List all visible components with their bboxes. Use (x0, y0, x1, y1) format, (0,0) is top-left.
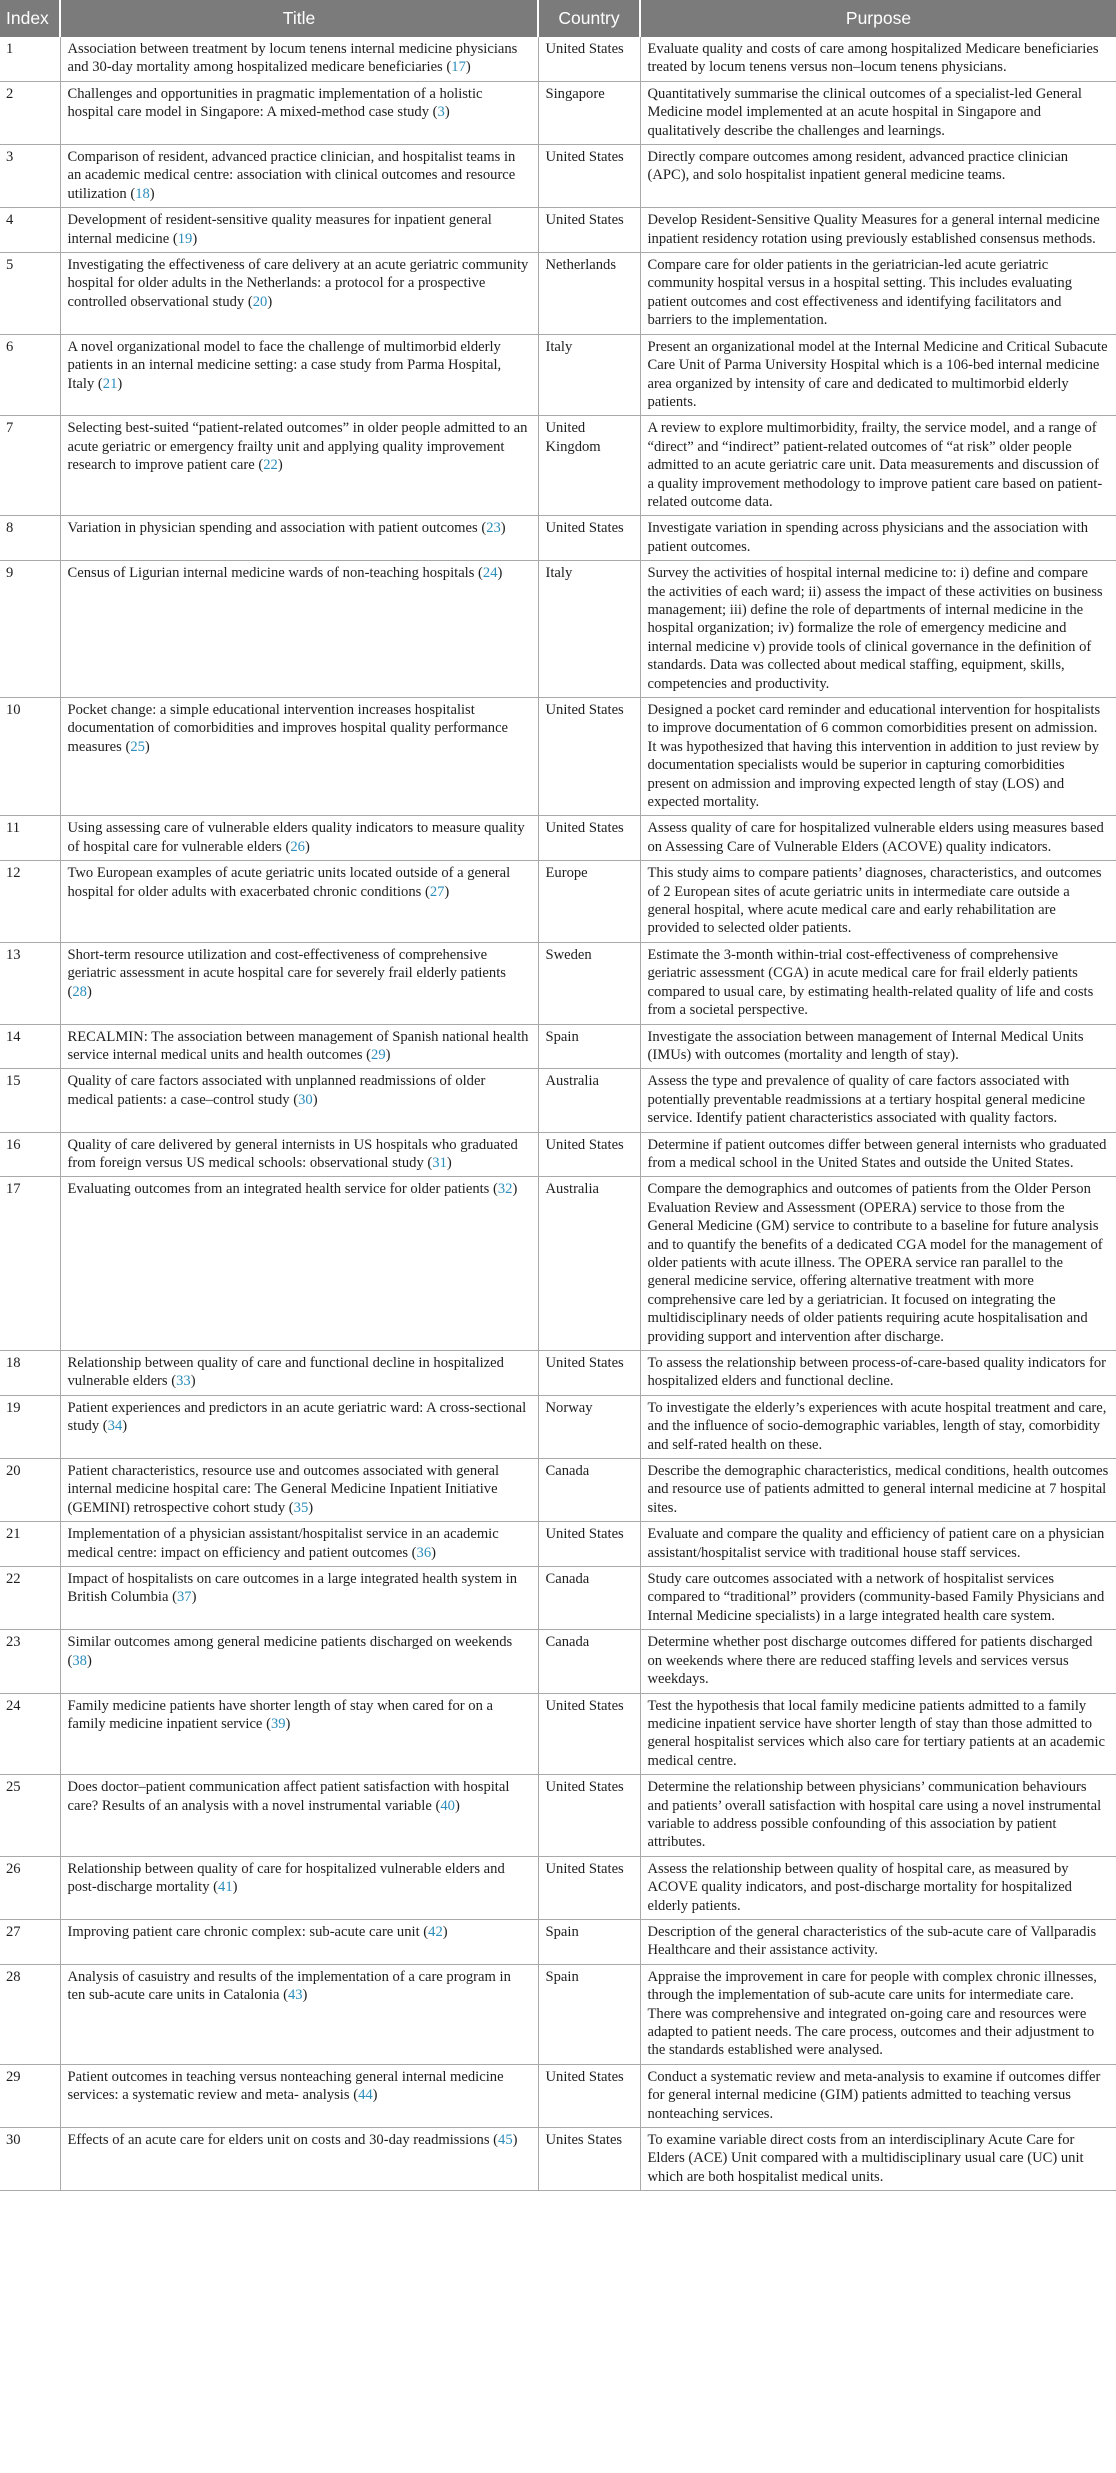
cell-index: 21 (0, 1522, 60, 1567)
table-row (0, 1024, 1116, 1069)
header-index: Index (0, 0, 60, 37)
citation-link[interactable]: 24 (482, 565, 498, 582)
table-body (0, 37, 1116, 2191)
cell-index: 24 (0, 1693, 60, 1775)
table-row (0, 1177, 1116, 1351)
table-row (0, 145, 1116, 208)
cell-purpose: Directly compare outcomes among resident, advanced practice clinician (APC), and solo hospitalist inpatient general medicine teams. (640, 145, 1116, 208)
title-text: Impact of hospitalists on care outcomes in a large integrated health system in British Columbia (67, 1571, 518, 1606)
cell-purpose: Evaluate quality and costs of care among hospitalized Medicare beneficiaries treated by locum tenens versus non–locum tenens physicians. (640, 37, 1116, 81)
table-row (0, 37, 1116, 81)
title-text: Selecting best-suited “patient-related outcomes” in older people admitted to an acute geriatric or emergency frailty unit and applying quality improvement research to improve patient care (67, 420, 528, 474)
table-row (0, 1856, 1116, 1919)
cell-purpose: Compare the demographics and outcomes of patients from the Older Person Evaluation Review and Assessment (OPERA) service to those from the General Medicine (GM) service to contribute to a baseline for future analysis and to quantify the benefits of a dedicated CGA model for the management of older patients with acute illness. The OPERA service ran parallel to the general medicine service, offering alternative treatment with more comprehensive care led by a geriatrician. It focused on integrating the multidisciplinary needs of older patients requiring acute hospitalisation and providing support and intervention after discharge. (640, 1177, 1116, 1351)
cell-purpose: Determine the relationship between physicians’ communication behaviours and patients’ overall satisfaction with hospital care using a novel instrumental variable to address possible confounding of this association by patient attributes. (640, 1775, 1116, 1857)
title-text: Association between treatment by locum tenens internal medicine physicians and 30-day mortality among hospitalized medicare beneficiaries (67, 41, 518, 76)
title-text: Does doctor–patient communication affect patient satisfaction with hospital care? Results of an analysis with a novel instrumental variable (67, 1779, 510, 1814)
cell-country: Canada (538, 1459, 640, 1522)
title-text: Investigating the effectiveness of care delivery at an acute geriatric community hospital for older adults in the Netherlands: a protocol for a prospective controlled observational study (67, 257, 529, 310)
citation-link[interactable]: 36 (416, 1544, 432, 1561)
cell-index: 16 (0, 1132, 60, 1177)
citation-link[interactable]: 19 (177, 230, 193, 247)
table-row (0, 1132, 1116, 1177)
cell-purpose: Present an organizational model at the Internal Medicine and Critical Subacute Care Unit of Parma University Hospital which is a 106-bed internal medicine area organized by intensity of care and dedicated to multimorbid elderly patients. (640, 334, 1116, 416)
cell-index: 17 (0, 1177, 60, 1351)
cell-country: United States (538, 37, 640, 81)
title-text: Using assessing care of vulnerable elders quality indicators to measure quality of hospital care for vulnerable elders (67, 820, 525, 855)
title-text: Variation in physician spending and association with patient outcomes (67, 520, 478, 537)
citation-link[interactable]: 41 (218, 1879, 233, 1896)
cell-title: Comparison of resident, advanced practice clinician, and hospitalist teams in an academic medical centre: association with clinical outcomes and resource utilization (18) (60, 145, 538, 208)
citation-link[interactable]: 44 (358, 2087, 373, 2104)
cell-index: 1 (0, 37, 60, 81)
title-text: Relationship between quality of care for hospitalized vulnerable elders and post-discharge mortality (67, 1860, 505, 1896)
title-text: Patient characteristics, resource use and outcomes associated with general internal medicine hospital care: The General Medicine Inpatient Initiative (GEMINI) retrospective cohort study (67, 1463, 500, 1516)
table-row (0, 1693, 1116, 1775)
cell-index: 4 (0, 208, 60, 253)
cell-title: Patient outcomes in teaching versus nonteaching general internal medicine services: a systematic review and meta- analysis (44) (60, 2064, 538, 2127)
title-text: Implementation of a physician assistant/hospitalist service in an academic medical centre: impact on efficiency and patient outcomes (67, 1526, 499, 1561)
cell-purpose: Survey the activities of hospital internal medicine to: i) define and compare the activities of each ward; ii) assess the impact of these activities on business management; iii) define the role of departments of internal medicine in the hospital organization; iv) formalize the role of emergency medicine and internal medicine v) provide tools of clinical governance in the definition of standards. Data was collected about medical staffing, equipment, skills, competencies and productivity. (640, 561, 1116, 698)
cell-purpose: To examine variable direct costs from an interdisciplinary Acute Care for Elders (ACE) Unit compared with a multidisciplinary usual care (UC) unit which are both hospitalist medical units. (640, 2128, 1116, 2191)
cell-country: Canada (538, 1567, 640, 1630)
cell-country: Australia (538, 1177, 640, 1351)
citation-link[interactable]: 42 (428, 1923, 443, 1940)
cell-index: 10 (0, 698, 60, 816)
title-text: Evaluating outcomes from an integrated health service for older patients (67, 1181, 490, 1198)
cell-country: United States (538, 1132, 640, 1177)
cell-country: United States (538, 1856, 640, 1919)
title-text: Patient experiences and predictors in an acute geriatric ward: A cross-sectional study (67, 1399, 527, 1435)
cell-index: 22 (0, 1567, 60, 1630)
cell-title: Short-term resource utilization and cost-effectiveness of comprehensive geriatric assessment in acute hospital care for severely frail elderly patients (28) (60, 942, 538, 1024)
cell-country: Canada (538, 1630, 640, 1693)
title-text: Quality of care factors associated with unplanned readmissions of older medical patients: a case–control study (67, 1073, 486, 1108)
cell-country: Singapore (538, 81, 640, 144)
table-row (0, 1395, 1116, 1458)
cell-title: Patient experiences and predictors in an acute geriatric ward: A cross-sectional study (34) (60, 1395, 538, 1458)
table-row (0, 2064, 1116, 2127)
table-row (0, 1567, 1116, 1630)
cell-purpose: Appraise the improvement in care for people with complex chronic illnesses, through the implementation of sub-acute care units for intermediate care. There was comprehensive and integrated on-going care and resources were adapted to patient needs. The care process, outcomes and their adjustment to the standards established were analysed. (640, 1964, 1116, 2064)
title-text: Family medicine patients have shorter length of stay when cared for on a family medicine inpatient service (67, 1697, 494, 1732)
cell-purpose: Describe the demographic characteristics, medical conditions, health outcomes and resource use of patients admitted to general internal medicine at 7 hospital sites. (640, 1459, 1116, 1522)
cell-country: Spain (538, 1024, 640, 1069)
citation-link[interactable]: 26 (290, 838, 305, 855)
cell-title: Relationship between quality of care for hospitalized vulnerable elders and post-discharge mortality (41) (60, 1856, 538, 1919)
cell-title: Evaluating outcomes from an integrated health service for older patients (32) (60, 1177, 538, 1351)
cell-country: United States (538, 145, 640, 208)
table-row (0, 516, 1116, 561)
cell-country: Spain (538, 1964, 640, 2064)
cell-purpose: Study care outcomes associated with a network of hospitalist services compared to “traditional” providers (community-based Family Physicians and Internal Medicine specialists) in a large integrated health care system. (640, 1567, 1116, 1630)
cell-index: 29 (0, 2064, 60, 2127)
cell-purpose: Designed a pocket card reminder and educational intervention for hospitalists to improve documentation of 6 common comorbidities present on admission. It was hypothesized that having this intervention in addition to just review by documentation specialists would be superior in capturing comorbidities present on admission and improving expected length of stay (LOS) and expected mortality. (640, 698, 1116, 816)
cell-title: Quality of care factors associated with unplanned readmissions of older medical patients: a case–control study (30) (60, 1069, 538, 1132)
cell-index: 18 (0, 1351, 60, 1396)
cell-purpose: Develop Resident-Sensitive Quality Measures for a general internal medicine inpatient residency rotation using previously established consensus methods. (640, 208, 1116, 253)
title-text: Census of Ligurian internal medicine wards of non-teaching hospitals (67, 565, 475, 582)
cell-index: 23 (0, 1630, 60, 1693)
citation-link[interactable]: 3 (437, 104, 445, 121)
cell-title: Impact of hospitalists on care outcomes in a large integrated health system in British Columbia (37) (60, 1567, 538, 1630)
cell-purpose: Investigate variation in spending across physicians and the association with patient outcomes. (640, 516, 1116, 561)
citation-link[interactable]: 30 (298, 1091, 313, 1108)
cell-purpose: Assess the type and prevalence of quality of care factors associated with potentially preventable readmissions at a tertiary hospital general medicine service. Identify patient characteristics associated with quality factors. (640, 1069, 1116, 1132)
table-row (0, 1964, 1116, 2064)
cell-country: United States (538, 1775, 640, 1857)
cell-purpose: Determine whether post discharge outcomes differed for patients discharged on weekends where there are reduced staffing levels and services versus weekdays. (640, 1630, 1116, 1693)
table-row (0, 561, 1116, 698)
cell-title: Implementation of a physician assistant/hospitalist service in an academic medical centre: impact on efficiency and patient outcomes (36) (60, 1522, 538, 1567)
cell-title: Improving patient care chronic complex: sub-acute care unit (42) (60, 1919, 538, 1964)
table-row (0, 208, 1116, 253)
title-text: Two European examples of acute geriatric units located outside of a general hospital for older adults with exacerbated chronic conditions (67, 865, 511, 900)
title-text: Improving patient care chronic complex: sub-acute care unit (67, 1923, 420, 1940)
cell-purpose: Estimate the 3-month within-trial cost-effectiveness of comprehensive geriatric assessment (CGA) in acute medical care for frail elderly patients compared to usual care, by estimating health-related quality of life and costs from a societal perspective. (640, 942, 1116, 1024)
cell-index: 5 (0, 253, 60, 335)
table-row (0, 1630, 1116, 1693)
cell-country: Italy (538, 561, 640, 698)
header-country: Country (538, 0, 640, 37)
citation-link[interactable]: 39 (270, 1715, 286, 1732)
cell-purpose: Assess quality of care for hospitalized vulnerable elders using measures based on Assessing Care of Vulnerable Elders (ACOVE) quality indicators. (640, 816, 1116, 861)
citation-link[interactable]: 21 (102, 375, 118, 392)
header-title: Title (60, 0, 538, 37)
cell-purpose: Compare care for older patients in the geriatrician-led acute geriatric community hospital versus in a hospital setting. This includes evaluating patient outcomes and cost effectiveness and identifying facilitators and barriers to the implementation. (640, 253, 1116, 335)
cell-title: Relationship between quality of care and functional decline in hospitalized vulnerable elders (33) (60, 1351, 538, 1396)
cell-country: Australia (538, 1069, 640, 1132)
table-row (0, 81, 1116, 144)
table-row (0, 1069, 1116, 1132)
title-text: Similar outcomes among general medicine patients discharged on weekends (67, 1634, 513, 1651)
title-text: Relationship between quality of care and functional decline in hospitalized vulnerable elders (67, 1355, 504, 1390)
table-row (0, 2128, 1116, 2191)
cell-title: Using assessing care of vulnerable elders quality indicators to measure quality of hospital care for vulnerable elders (26) (60, 816, 538, 861)
title-text: Development of resident-sensitive quality measures for inpatient general internal medicine (67, 212, 492, 247)
title-text: Pocket change: a simple educational intervention increases hospitalist documentation of comorbidities and improves hospital quality performance measures (67, 702, 509, 755)
header-row (0, 0, 1116, 37)
cell-title: A novel organizational model to face the challenge of multimorbid elderly patients in an internal medicine setting: a case study from Parma Hospital, Italy (21) (60, 334, 538, 416)
table-row (0, 698, 1116, 816)
title-text: Short-term resource utilization and cost-effectiveness of comprehensive geriatric assessment in acute hospital care for severely frail elderly patients (67, 946, 506, 982)
citation-link[interactable]: 27 (429, 883, 445, 900)
citation-link[interactable]: 33 (176, 1373, 191, 1390)
citation-link[interactable]: 35 (293, 1499, 309, 1516)
cell-purpose: Evaluate and compare the quality and efficiency of patient care on a physician assistant/hospitalist service with traditional house staff services. (640, 1522, 1116, 1567)
cell-purpose: To assess the relationship between process-of-care-based quality indicators for hospitalized elders and functional decline. (640, 1351, 1116, 1396)
cell-index: 20 (0, 1459, 60, 1522)
cell-country: Sweden (538, 942, 640, 1024)
citation-link[interactable]: 31 (432, 1154, 447, 1171)
cell-country: Netherlands (538, 253, 640, 335)
table-row (0, 861, 1116, 943)
title-text: Analysis of casuistry and results of the implementation of a care program in ten sub-acute care units in Catalonia (67, 1968, 511, 2004)
citation-link[interactable]: 22 (263, 457, 278, 474)
cell-title: Does doctor–patient communication affect patient satisfaction with hospital care? Results of an analysis with a novel instrumental variable (40) (60, 1775, 538, 1857)
table-header (0, 0, 1116, 37)
cell-index: 11 (0, 816, 60, 861)
cell-purpose: Description of the general characteristics of the sub-acute care of Vallparadis Healthcare and their assistance activity. (640, 1919, 1116, 1964)
cell-title: Selecting best-suited “patient-related outcomes” in older people admitted to an acute geriatric or emergency frailty unit and applying quality improvement research to improve patient care (22) (60, 416, 538, 516)
cell-title: Quality of care delivered by general internists in US hospitals who graduated from foreign versus US medical schools: observational study (31) (60, 1132, 538, 1177)
cell-index: 8 (0, 516, 60, 561)
citation-link[interactable]: 23 (486, 520, 501, 537)
cell-country: United Kingdom (538, 416, 640, 516)
cell-index: 19 (0, 1395, 60, 1458)
citation-link[interactable]: 29 (371, 1046, 386, 1063)
cell-index: 3 (0, 145, 60, 208)
cell-country: United States (538, 1693, 640, 1775)
table-row (0, 1919, 1116, 1964)
cell-title: Analysis of casuistry and results of the implementation of a care program in ten sub-acute care units in Catalonia (43) (60, 1964, 538, 2064)
table-row (0, 416, 1116, 516)
cell-index: 28 (0, 1964, 60, 2064)
cell-index: 30 (0, 2128, 60, 2191)
cell-country: United States (538, 208, 640, 253)
cell-purpose: Test the hypothesis that local family medicine patients admitted to a family medicine inpatient service have shorter length of stay than those admitted to general hospitalist services which also care for tertiary patients at an academic medical centre. (640, 1693, 1116, 1775)
cell-index: 25 (0, 1775, 60, 1857)
cell-purpose: Assess the relationship between quality of hospital care, as measured by ACOVE quality indicators, and post-discharge mortality for hospitalized elderly patients. (640, 1856, 1116, 1919)
cell-index: 27 (0, 1919, 60, 1964)
cell-title: Family medicine patients have shorter length of stay when cared for on a family medicine inpatient service (39) (60, 1693, 538, 1775)
cell-index: 13 (0, 942, 60, 1024)
title-text: A novel organizational model to face the challenge of multimorbid elderly patients in an internal medicine setting: a case study from Parma Hospital, Italy (67, 338, 502, 392)
title-text: Quality of care delivered by general internists in US hospitals who graduated from foreign versus US medical schools: observational study (67, 1136, 518, 1171)
cell-title: Two European examples of acute geriatric units located outside of a general hospital for older adults with exacerbated chronic conditions (27) (60, 861, 538, 943)
table-row (0, 816, 1116, 861)
cell-purpose: This study aims to compare patients’ diagnoses, characteristics, and outcomes of 2 European sites of acute geriatric units in intermediate care outside a general hospital, where acute medical care and early rehabilitation are provided to selected older patients. (640, 861, 1116, 943)
cell-index: 7 (0, 416, 60, 516)
cell-title: Association between treatment by locum tenens internal medicine physicians and 30-day mortality among hospitalized medicare beneficiaries (17) (60, 37, 538, 81)
citation-link[interactable]: 38 (72, 1652, 87, 1669)
cell-title: Development of resident-sensitive quality measures for inpatient general internal medicine (19) (60, 208, 538, 253)
title-text: Challenges and opportunities in pragmatic implementation of a holistic hospital care model in Singapore: A mixed-method case study (67, 85, 483, 121)
citation-link[interactable]: 43 (287, 1987, 303, 2004)
cell-country: United States (538, 1351, 640, 1396)
cell-index: 9 (0, 561, 60, 698)
cell-purpose: Determine if patient outcomes differ between general internists who graduated from a medical school in the United States and outside the United States. (640, 1132, 1116, 1177)
cell-index: 6 (0, 334, 60, 416)
citation-link[interactable]: 34 (107, 1418, 123, 1435)
cell-purpose: Investigate the association between management of Internal Medical Units (IMUs) with outcomes (mortality and length of stay). (640, 1024, 1116, 1069)
citation-link[interactable]: 32 (497, 1181, 513, 1198)
header-purpose: Purpose (640, 0, 1116, 37)
cell-country: Italy (538, 334, 640, 416)
citation-link[interactable]: 28 (72, 983, 87, 1000)
cell-country: United States (538, 1522, 640, 1567)
cell-title: Variation in physician spending and association with patient outcomes (23) (60, 516, 538, 561)
citation-link[interactable]: 25 (130, 738, 145, 755)
citation-link[interactable]: 37 (176, 1589, 192, 1606)
cell-title: Investigating the effectiveness of care delivery at an acute geriatric community hospital for older adults in the Netherlands: a protocol for a prospective controlled observational study (20) (60, 253, 538, 335)
title-text: Comparison of resident, advanced practice clinician, and hospitalist teams in an academic medical centre: association with clinical outcomes and resource utilization (67, 149, 516, 202)
table-row (0, 253, 1116, 335)
cell-purpose: A review to explore multimorbidity, frailty, the service model, and a range of “direct” and “indirect” patient-related outcomes of “at risk” older people admitted to an acute geriatric care unit. Data measurements and discussion of a quality improvement methodology to improve patient care based on patient-related outcome data. (640, 416, 1116, 516)
cell-country: United States (538, 816, 640, 861)
table-row (0, 1459, 1116, 1522)
cell-title: Effects of an acute care for elders unit on costs and 30-day readmissions (45) (60, 2128, 538, 2191)
citation-link[interactable]: 18 (135, 185, 150, 202)
cell-purpose: Conduct a systematic review and meta-analysis to examine if outcomes differ for general internal medicine (GIM) patients admitted to teaching versus nonteaching services. (640, 2064, 1116, 2127)
cell-country: United States (538, 2064, 640, 2127)
cell-index: 14 (0, 1024, 60, 1069)
cell-title: Census of Ligurian internal medicine wards of non-teaching hospitals (24) (60, 561, 538, 698)
cell-country: Europe (538, 861, 640, 943)
title-text: Effects of an acute care for elders unit on costs and 30-day readmissions (67, 2132, 490, 2149)
cell-index: 2 (0, 81, 60, 144)
cell-country: United States (538, 698, 640, 816)
cell-title: Pocket change: a simple educational intervention increases hospitalist documentation of comorbidities and improves hospital quality performance measures (25) (60, 698, 538, 816)
cell-title: Patient characteristics, resource use and outcomes associated with general internal medicine hospital care: The General Medicine Inpatient Initiative (GEMINI) retrospective cohort study (35) (60, 1459, 538, 1522)
cell-title: Challenges and opportunities in pragmatic implementation of a holistic hospital care model in Singapore: A mixed-method case study (3) (60, 81, 538, 144)
table-row (0, 942, 1116, 1024)
citation-link[interactable]: 17 (451, 59, 466, 76)
table-row (0, 334, 1116, 416)
title-text: RECALMIN: The association between management of Spanish national health service internal medical units and health outcomes (67, 1028, 529, 1063)
cell-index: 15 (0, 1069, 60, 1132)
citation-link[interactable]: 45 (498, 2132, 513, 2149)
table-row (0, 1522, 1116, 1567)
cell-index: 12 (0, 861, 60, 943)
cell-index: 26 (0, 1856, 60, 1919)
cell-title: RECALMIN: The association between management of Spanish national health service internal medical units and health outcomes (29) (60, 1024, 538, 1069)
cell-purpose: Quantitatively summarise the clinical outcomes of a specialist-led General Medicine model implemented at an acute hospital in Singapore and qualitatively describe the challenges and learnings. (640, 81, 1116, 144)
cell-purpose: To investigate the elderly’s experiences with acute hospital treatment and care, and the influence of socio-demographic variables, length of stay, comorbidity and self-rated health on these. (640, 1395, 1116, 1458)
table-row (0, 1351, 1116, 1396)
cell-country: Spain (538, 1919, 640, 1964)
table-row (0, 1775, 1116, 1857)
citation-link[interactable]: 40 (440, 1797, 455, 1814)
cell-country: United States (538, 516, 640, 561)
citation-link[interactable]: 20 (252, 293, 268, 310)
title-text: Patient outcomes in teaching versus nonteaching general internal medicine services: a systematic review and meta- analysis (67, 2068, 504, 2104)
cell-country: Unites States (538, 2128, 640, 2191)
cell-country: Norway (538, 1395, 640, 1458)
cell-title: Similar outcomes among general medicine patients discharged on weekends (38) (60, 1630, 538, 1693)
